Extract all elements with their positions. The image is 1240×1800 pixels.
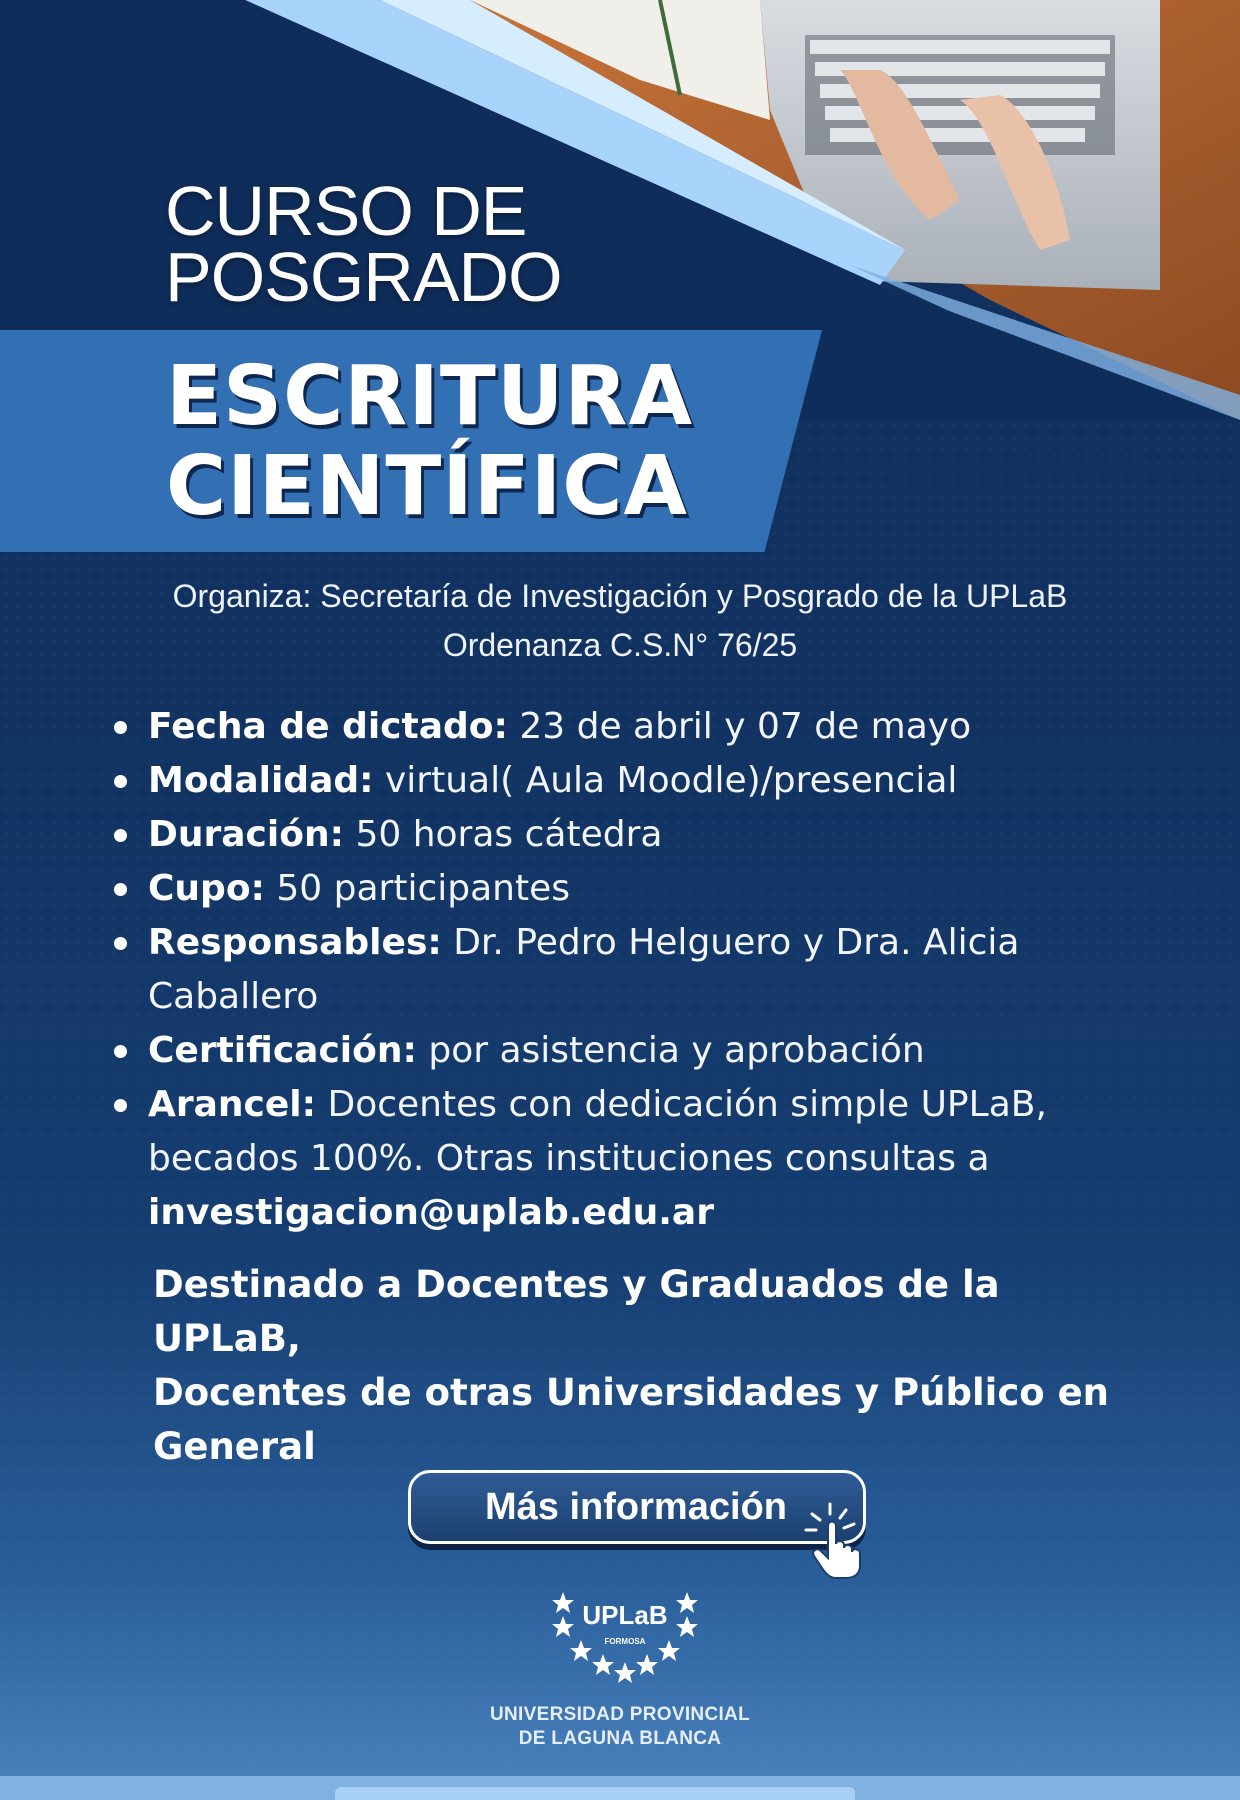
- detail-label: Responsables:: [148, 922, 442, 963]
- contact-email-link[interactable]: investigacion@uplab.edu.ar: [148, 1192, 714, 1233]
- title-line-2: CIENTÍFICA: [166, 439, 688, 534]
- detail-label: Arancel:: [148, 1084, 317, 1125]
- detail-value: por asistencia y aprobación: [416, 1030, 925, 1071]
- university-name-line-2: DE LAGUNA BLANCA: [518, 1728, 722, 1749]
- hand-pointer-icon: [800, 1500, 872, 1580]
- audience-line-3: General: [153, 1425, 316, 1468]
- detail-value: virtual( Aula Moodle)/presencial: [373, 760, 958, 801]
- detail-duration: [110, 808, 1080, 862]
- logo-wordmark: UPLaB: [582, 1600, 668, 1630]
- heading-line-1: CURSO DE: [165, 172, 527, 250]
- logo-subtitle: FORMOSA: [604, 1637, 646, 1646]
- detail-modality: [110, 754, 1080, 808]
- course-details-list: [110, 700, 1080, 1240]
- university-name-line-1: UNIVERSIDAD PROVINCIAL: [490, 1704, 750, 1725]
- bullet-icon: [114, 1099, 127, 1112]
- organizer-text: Organiza: Secretaría de Investigación y Posgrado de la UPLaB: [172, 578, 1068, 614]
- ordinance-text: Ordenanza C.S.N° 76/25: [442, 627, 798, 663]
- bullet-icon: [114, 1045, 127, 1058]
- bullet-icon: [114, 883, 127, 896]
- course-title: [166, 349, 694, 534]
- detail-value: 50 participantes: [264, 868, 571, 909]
- bullet-icon: [114, 721, 127, 734]
- detail-responsibles: [110, 916, 1080, 1024]
- detail-certification: [110, 1024, 1080, 1078]
- title-line-1: ESCRITURA: [166, 349, 694, 444]
- bullet-icon: [114, 937, 127, 950]
- uplab-logo: [545, 1582, 705, 1692]
- detail-label: Fecha de dictado:: [148, 706, 508, 747]
- detail-date: [110, 700, 1080, 754]
- audience-line-2: Docentes de otras Universidades y Público en: [153, 1371, 1110, 1414]
- bullet-icon: [114, 829, 127, 842]
- detail-value: 50 horas cátedra: [344, 814, 663, 855]
- more-info-button[interactable]: [408, 1470, 866, 1544]
- course-type-heading: [165, 172, 562, 316]
- target-audience: [153, 1258, 1113, 1474]
- bullet-icon: [114, 775, 127, 788]
- audience-line-1: Destinado a Docentes y Graduados de la UPLaB,: [153, 1263, 1000, 1360]
- detail-fee: [110, 1078, 1080, 1240]
- heading-line-2: POSGRADO: [165, 238, 562, 316]
- detail-value: 23 de abril y 07 de mayo: [507, 706, 972, 747]
- detail-value: Dr. Pedro Helguero y Dra. Alicia Caballero: [148, 922, 1020, 1017]
- detail-label: Modalidad:: [148, 760, 374, 801]
- detail-capacity: [110, 862, 1080, 916]
- detail-label: Certificación:: [148, 1030, 417, 1071]
- bottom-accent-tab: [335, 1787, 855, 1800]
- more-info-label: Más información: [485, 1485, 787, 1528]
- detail-label: Duración:: [148, 814, 344, 855]
- detail-value: Docentes con dedicación simple UPLaB, becados 100%. Otras instituciones consultas a: [148, 1084, 1047, 1179]
- detail-label: Cupo:: [148, 868, 265, 909]
